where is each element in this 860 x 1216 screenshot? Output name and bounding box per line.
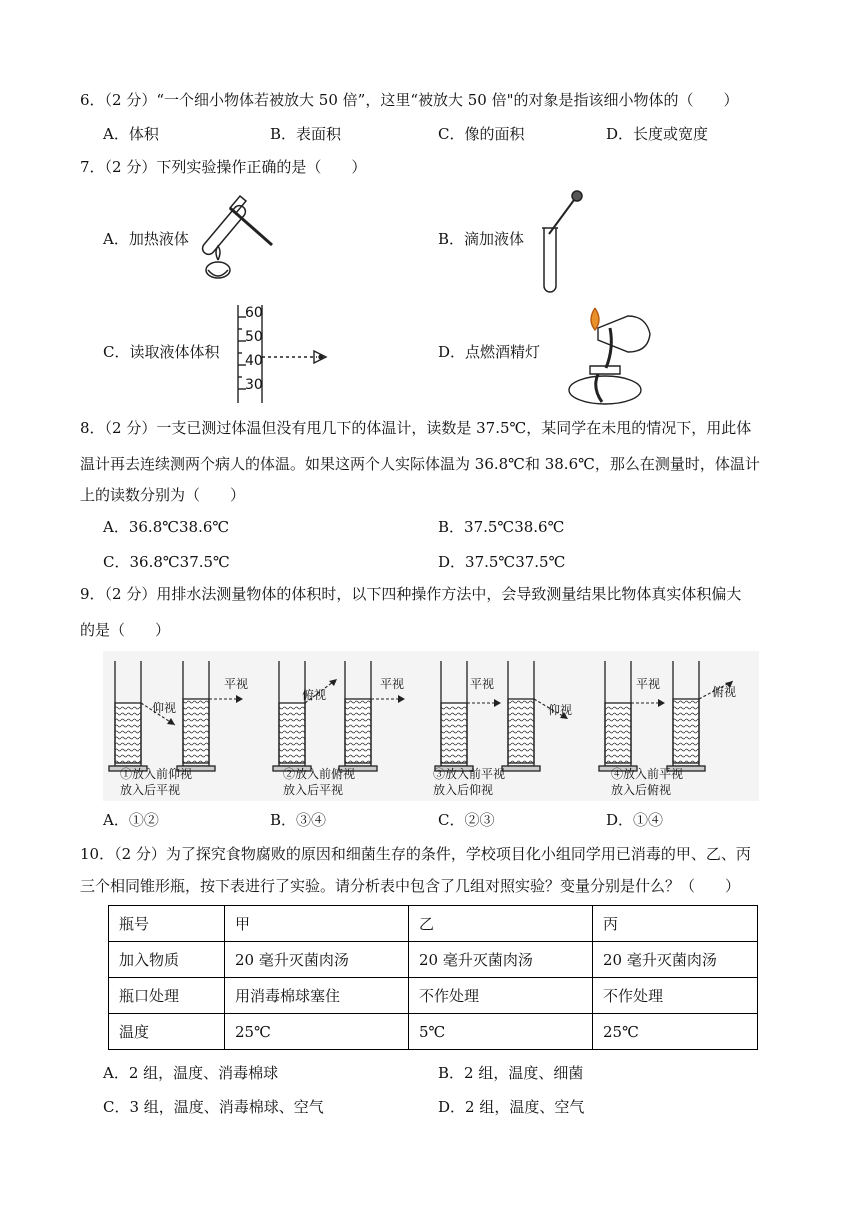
fig-label-5: 平视 [470,677,495,691]
table-cell: 25℃ [593,1014,758,1050]
question-9-line-1: 9．（2 分）用排水法测量物体的体积时，以下四种操作方法中，会导致测量结果比物体真实体积偏大 [80,585,742,603]
q10-option-d[interactable]: D．2 组，温度、空气 [438,1098,585,1116]
question-6-stem: 6．（2 分）“一个细小物体若被放大 50 倍”，这里“被放大 50 倍"的对象是指该细小物体的（ ） [80,91,739,109]
scale-tick-30: 30 [245,377,263,393]
question-7-stem: 7．（2 分）下列实验操作正确的是（ ） [80,158,367,176]
q9-option-d[interactable]: D．①④ [606,811,664,829]
q7-option-c[interactable]: C．读取液体体积 [103,343,220,361]
alcohol-lamp-illustration [550,298,660,408]
fig-label-7: 平视 [636,677,661,691]
table-cell: 不作处理 [409,978,593,1014]
fig-caption-1b: 放入后平视 [120,783,181,797]
table-cell: 不作处理 [593,978,758,1014]
q10-option-c[interactable]: C．3 组，温度、消毒棉球、空气 [103,1098,324,1116]
table-cell: 20 毫升灭菌肉汤 [409,942,593,978]
fig-caption-2b: 放入后平视 [283,783,344,797]
q10-option-a[interactable]: A．2 组，温度、消毒棉球 [103,1064,279,1082]
q8-option-a[interactable]: A．36.8℃38.6℃ [103,518,230,536]
q9-option-c[interactable]: C．②③ [438,811,495,829]
fig-label-4: 平视 [380,677,405,691]
table-cell: 甲 [225,906,409,942]
fig-caption-1a: ①放入前仰视 [120,767,193,781]
table-row [109,978,758,1014]
question-8-line-1: 8．（2 分）一支已测过体温但没有甩几下的体温计，读数是 37.5℃，某同学在未甩的情况下，用此体 [80,419,752,437]
dropping-liquid-illustration [530,188,590,298]
fig-caption-3b: 放入后仰视 [433,783,494,797]
question-8-line-3: 上的读数分别为（ ） [80,486,246,504]
scale-tick-50: 50 [245,329,263,345]
q6-option-a[interactable]: A．体积 [103,125,159,143]
fig-caption-4a: ④放入前平视 [611,767,684,781]
table-cell: 25℃ [225,1014,409,1050]
table-row [109,906,758,942]
question-10-line-2: 三个相同锥形瓶，按下表进行了实验。请分析表中包含了几组对照实验？变量分别是什么？（ ） [80,877,741,895]
table-cell: 5℃ [409,1014,593,1050]
experiment-table [108,905,758,1050]
table-cell: 用消毒棉球塞住 [225,978,409,1014]
heating-liquid-illustration [200,190,280,290]
q7-option-a[interactable]: A．加热液体 [103,230,189,248]
table-cell: 丙 [593,906,758,942]
table-row [109,1014,758,1050]
q9-option-b[interactable]: B．③④ [270,811,327,829]
fig-label-8: 俯视 [712,685,737,699]
fig-label-3: 俯视 [302,688,327,702]
scale-tick-60: 60 [245,305,263,321]
q10-option-b[interactable]: B．2 组，温度、细菌 [438,1064,584,1082]
question-9-line-2: 的是（ ） [80,621,171,639]
question-10-line-1: 10．（2 分）为了探究食物腐败的原因和细菌生存的条件，学校项目化小组同学用已消毒的甲、乙、丙 [80,845,751,863]
q8-option-b[interactable]: B．37.5℃38.6℃ [438,518,565,536]
question-6-options [0,117,860,151]
scale-tick-40: 40 [245,353,263,369]
fig-label-2: 平视 [224,677,249,691]
table-cell: 温度 [109,1014,225,1050]
table-cell: 乙 [409,906,593,942]
table-cell: 加入物质 [109,942,225,978]
q7-option-b[interactable]: B．滴加液体 [438,230,525,248]
table-cell: 瓶号 [109,906,225,942]
table-cell: 瓶口处理 [109,978,225,1014]
q6-option-c[interactable]: C．像的面积 [438,125,525,143]
table-cell: 20 毫升灭菌肉汤 [593,942,758,978]
table-row [109,942,758,978]
q6-option-b[interactable]: B．表面积 [270,125,342,143]
q9-option-a[interactable]: A．①② [103,811,159,829]
q6-option-d[interactable]: D．长度或宽度 [606,125,709,143]
fig-label-6: 仰视 [548,703,573,717]
fig-caption-2a: ②放入前俯视 [283,767,356,781]
fig-caption-4b: 放入后俯视 [611,783,672,797]
table-cell: 20 毫升灭菌肉汤 [225,942,409,978]
fig-caption-3a: ③放入前平视 [433,767,506,781]
q7-option-d[interactable]: D．点燃酒精灯 [438,343,541,361]
q8-option-c[interactable]: C．36.8℃37.5℃ [103,553,230,571]
fig-label-1: 仰视 [152,701,177,715]
question-8-line-2: 温计再去连续测两个病人的体温。如果这两个人实际体温为 36.8℃和 38.6℃，那么在测量时，体温计 [80,455,760,473]
q8-option-d[interactable]: D．37.5℃37.5℃ [438,553,566,571]
